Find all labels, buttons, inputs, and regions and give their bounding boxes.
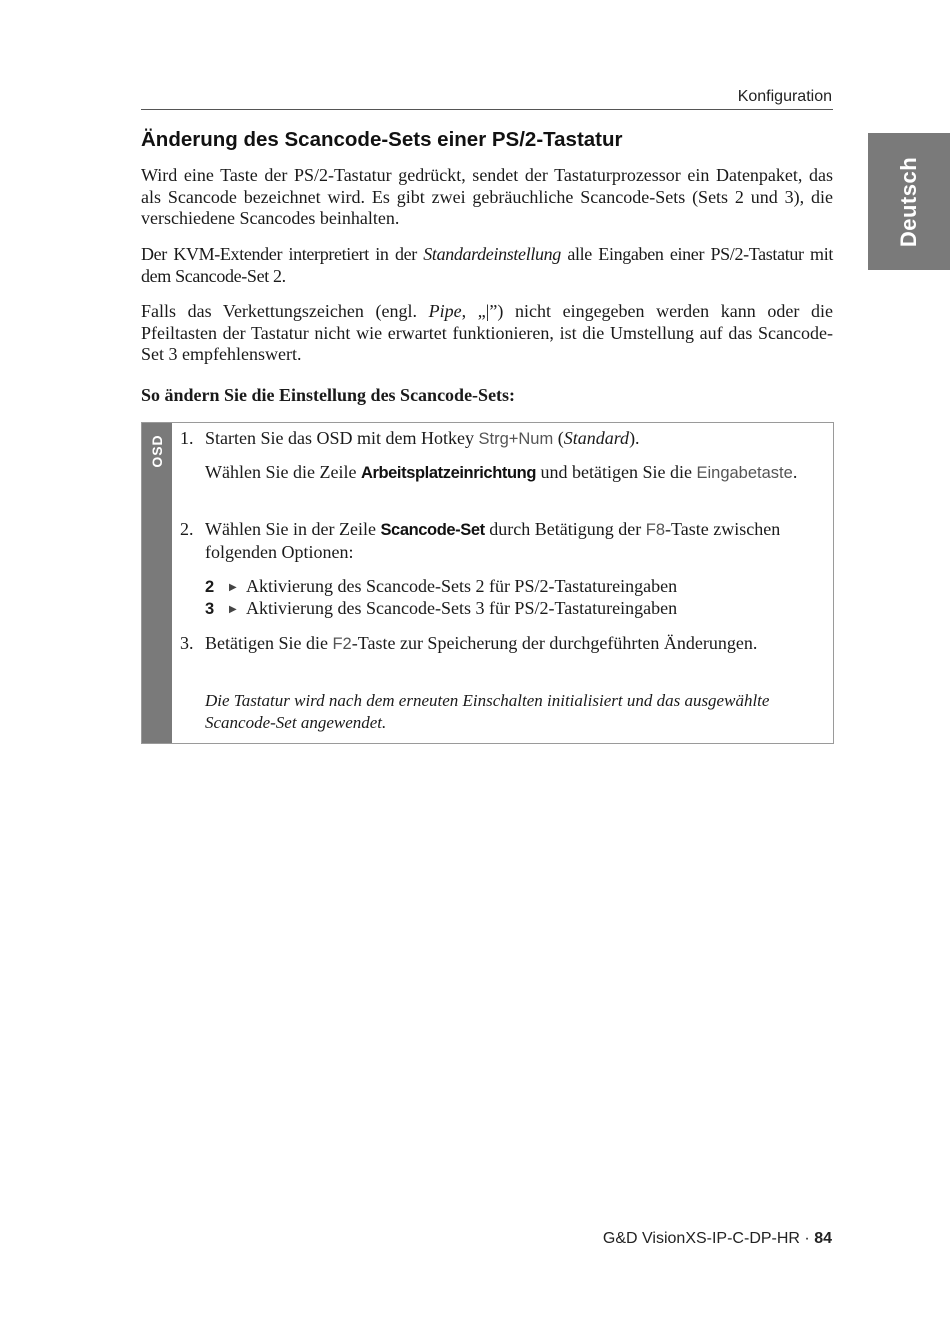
enter-key-label: Eingabetaste [696,464,793,482]
p3-text-b: , „|”) nicht eingegeben werden kann oder die Pfeiltasten der Tastatur nicht wie erwartet funktionieren, ist die Umstellung auf das Scancode-Set 3 empfehlenswert. [141,301,833,364]
page-footer [603,1230,832,1248]
step-2-text-b: durch Betätigung der [484,519,646,539]
menu-item-arbeitsplatzeinrichtung: Arbeitsplatzeinrichtung [360,464,537,482]
osd-procedure-box [141,422,834,744]
p2-text-b: alle Eingaben einer PS/2-Tastatur mit dem Scancode-Set 2. [141,244,833,286]
step-1-text-b: ( [553,428,564,448]
step-2-text-a: Wählen Sie in der Zeile [205,519,381,539]
option-text: Aktivierung des Scancode-Sets 2 für PS/2-Tastatureingaben [246,576,678,596]
option-row [205,576,677,597]
p2-italic-term: Standardeinstellung [423,244,561,264]
footer-product: G&D VisionXS-IP-C-DP-HR · [602,1230,815,1247]
step-1-text-a: Starten Sie das OSD mit dem Hotkey [205,428,479,448]
triangle-right-icon: ▶ [229,582,237,593]
result-note: Die Tastatur wird nach dem erneuten Einschalten initialisiert und das ausgewählte Scancode-Set angewendet. [205,691,770,732]
p3-italic-term: Pipe [428,301,462,321]
step-2-text-c: -Taste zwischen folgenden Optionen: [205,519,781,562]
page-title: Änderung des Scancode-Sets einer PS/2-Tastatur [141,128,623,151]
step-1-text-c: ). [629,428,640,448]
osd-strip [142,423,172,743]
triangle-right-icon: ▶ [229,604,237,615]
f8-key-label: F8 [645,521,665,539]
step-1-text-f: . [792,462,798,482]
step-3-number: 3. [180,633,194,653]
step-3-text [205,633,827,656]
step-1-line-1 [205,428,827,451]
default-label: Standard [563,428,630,448]
osd-label: OSD [149,434,165,468]
step-1-line-2 [205,462,827,485]
option-row [205,598,677,619]
procedure-heading: So ändern Sie die Einstellung des Scancode-Sets: [141,385,516,405]
f2-key-label: F2 [332,635,352,653]
option-text: Aktivierung des Scancode-Sets 3 für PS/2-Tastatureingaben [246,598,678,618]
step-3-text-b: -Taste zur Speicherung der durchgeführten Änderungen. [351,633,758,653]
option-key: 2 [205,578,215,596]
step-1-text-e: und betätigen Sie die [536,462,697,482]
page-number: 84 [814,1230,832,1247]
header-rule [141,109,833,110]
language-tab-label: Deutsch [896,156,921,247]
p2-text-a: Der KVM-Extender interpretiert in der [141,244,424,264]
intro-paragraph-3 [141,301,833,366]
step-1-text-d: Wählen Sie die Zeile [205,462,361,482]
section-header: Konfiguration [737,88,832,105]
option-key: 3 [205,600,215,618]
step-2-number: 2. [180,519,194,539]
intro-paragraph-1: Wird eine Taste der PS/2-Tastatur gedrückt, sendet der Tastaturprozessor ein Datenpaket, das als Scancode bezeichnet wird. Es gibt zwei gebräuchliche Scancode-Sets (Sets 2 und 3), die verschiedene Scancodes beinhalten. [141,165,833,228]
hotkey-label: Strg+Num [478,430,554,448]
step-3-text-a: Betätigen Sie die [205,633,333,653]
language-tab [868,133,950,270]
step-1-number: 1. [180,428,194,448]
step-2-text [205,519,827,563]
menu-item-scancode-set: Scancode-Set [380,521,485,539]
intro-paragraph-2 [141,244,833,287]
p3-text-a: Falls das Verkettungszeichen (engl. [141,301,429,321]
